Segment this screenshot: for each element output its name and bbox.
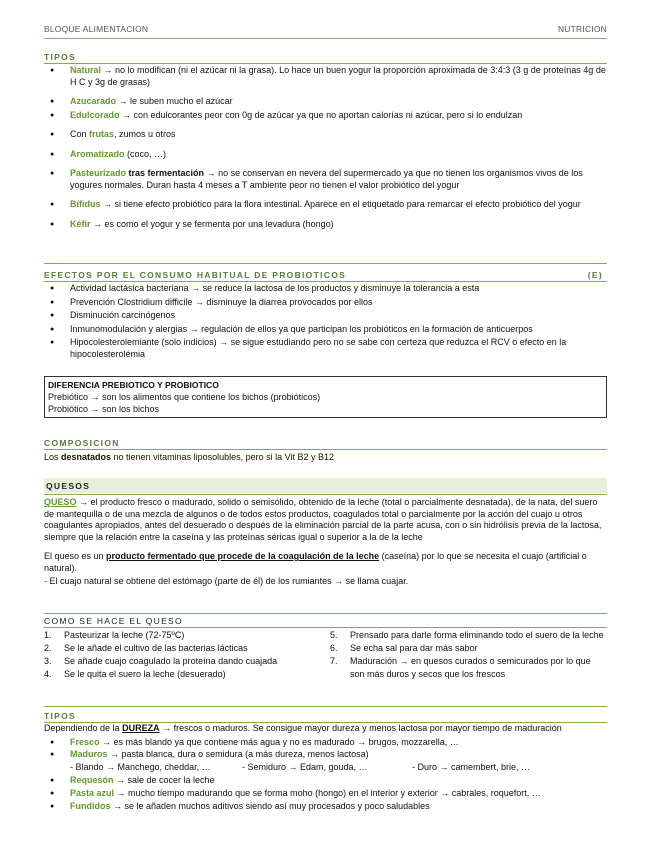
queso-cuajo-note: - El cuajo natural se obtiene del estómago (parte de él) de los rumiantes → se llama cuajar.	[44, 576, 409, 586]
section-divider	[44, 627, 607, 628]
maduros-subtypes	[44, 761, 607, 773]
subtype-duro: - Duro → camembert, brie, …	[412, 761, 531, 772]
list-item: ● Requesón → sale de cocer la leche	[44, 775, 607, 787]
diferencia-box	[44, 376, 607, 418]
steps-right	[330, 629, 605, 681]
list-item: ● Fundidos → se le añaden muchos aditivos siendo así muy procesados y poco saludables	[44, 801, 607, 813]
step-item: 5. Prensado para darle forma eliminando todo el suero de la leche	[330, 630, 604, 640]
box-title: DIFERENCIA PREBIOTICO Y PROBIOTICO	[48, 380, 219, 390]
quesos-header-bar	[44, 478, 607, 493]
section-title: QUESOS	[46, 481, 91, 491]
section-top-divider	[44, 613, 607, 614]
list-item: ● Hipocolesterolemiante (solo indicios) → se sigue estudiando pero no se sabe con certeza que reduzca el RCV o efecto en la hipocolesterolémia	[44, 337, 607, 360]
section-divider	[44, 281, 607, 282]
section-efectos	[44, 262, 607, 360]
list-item: ● Aromatizado (coco, …)	[44, 149, 607, 161]
section-title: TIPOS	[44, 52, 77, 62]
list-item: ● Inmunomodulación y alergias → regulación de ellos ya que participan los probióticos en la formación de anticuerpos	[44, 324, 607, 336]
list-item: ● Natural → no lo modifican (ni el azúcar ni la grasa). Lo hace un buen yogur la proporción aproximada de 3:4:3 (3 g de proteínas 4g de H C y 3g de grasas)	[44, 65, 607, 88]
composicion-text: Los desnatados no tienen vitaminas liposolubles, pero si la Vit B2 y B12	[44, 452, 334, 462]
section-title: EFECTOS POR EL CONSUMO HABITUAL DE PROBIOTICOS (E)	[44, 270, 603, 280]
section-composicion	[44, 438, 607, 464]
list-item: ● Con frutas, zumos u otros	[44, 129, 607, 141]
section-como-se-hace	[44, 612, 607, 701]
list-item: ● Bífidus → si tiene efecto probiótico para la flora intestinal. Aparece en el etiquetado para remarcar el efecto probiótico del yogur	[44, 199, 607, 211]
step-item: 6. Se echa sal para dar más sabor	[330, 643, 478, 653]
section-title: COMO SE HACE EL QUESO	[44, 616, 183, 626]
section-title: TIPOS	[44, 711, 77, 721]
step-item: 3. Se añade cuajo coagulado la proteína dando cuajada	[44, 656, 278, 666]
section-top-divider	[44, 706, 607, 707]
subtype-blando: - Blando → Manchego, cheddar, …	[70, 761, 211, 772]
list-item: ● Disminución carcinógenos	[44, 310, 607, 322]
list-item: ● Fresco → es más blando ya que contiene más agua y no es madurado → brugos, mozzarella, …	[44, 737, 607, 749]
page-header	[44, 24, 607, 34]
list-item: ● Pasteurizado tras fermentación → no se conservan en nevera del supermercado ya que no tienen los organismos vivos de los yogures normales. Duran hasta 4 meses a T ambiente peor no tienen el valor probiótico del yogur	[44, 168, 607, 191]
header-left: BLOQUE ALIMENTACION	[44, 24, 149, 34]
subtype-semiduro: - Semiduro → Edam, gouda, …	[242, 761, 368, 772]
tipos-intro: Dependiendo de la DUREZA → frescos o maduros. Se consigue mayor dureza y menos lactosa por mayor tiempo de maduración	[44, 723, 562, 733]
list-item: ● Edulcorado → con edulcorantes peor con 0g de azúcar ya que no aportan calorías ni azúcar, pero si lo endulzan	[44, 110, 607, 122]
section-divider	[44, 494, 607, 495]
section-top-divider	[44, 263, 607, 264]
section-quesos	[44, 478, 607, 588]
list-item: ● Pasta azul → mucho tiempo madurando que se forma moho (hongo) en el interior y exterior → cabrales, roquefort, …	[44, 788, 607, 800]
step-item: 7. Maduración → en quesos curados o semicurados por lo que son más duros y secos que los frescos	[330, 656, 591, 679]
section-tag: (E)	[587, 270, 603, 280]
list-item: ● Azucarado → le suben mucho el azúcar	[44, 96, 607, 108]
box-line: Prebiótico → son los alimentos que contiene los bichos (probióticos)	[48, 392, 321, 402]
steps-left	[44, 629, 319, 681]
section-tipos-yogur	[44, 52, 607, 230]
step-item: 2. Se le añade el cultivo de las bacterias lácticas	[44, 643, 248, 653]
step-item: 4. Se le quita el suero la leche (desuerado)	[44, 669, 226, 679]
list-item: ● Prevención Clostridium difficile → disminuye la diarrea provocados por ellos	[44, 297, 607, 309]
step-item: 1. Pasteurizar la leche (72-75ºC)	[44, 630, 185, 640]
list-item: ● Maduros → pasta blanca, dura o semidura (a más dureza, menos lactosa)	[44, 749, 607, 761]
queso-definition: QUESO → el producto fresco o madurado, solido o semisólido, obtenido de la leche (total o parcialmente desnatada), de la nata, del suero de mantequilla o de una mezcla de algunos o de todos estos productos, coagulados total o parcialmente por la acción del cuajo u otros coagulantes apropiados, antes del desuerado o después de la eliminación parcial de la parte acusa, con o sin hidrólisis previa de la lactosa, siempre que la relación entre la caseína y las proteínas séricas igual o superior a la de la leche	[44, 497, 602, 542]
list-item: ● Actividad lactásica bacteriana → se reduce la lactosa de los productos y disminuye la tolerancia a esta	[44, 283, 607, 295]
header-right: NUTRICION	[557, 24, 607, 34]
list-item: ● Kéfir → es como el yogur y se fermenta por una levadura (hongo)	[44, 219, 607, 231]
section-tipos-queso	[44, 705, 607, 812]
queso-paragraph: El queso es un producto fermentado que procede de la coagulación de la leche (caseína) por lo que se necesita el cuajo (artificial o natural).	[44, 551, 587, 573]
section-divider	[44, 63, 607, 64]
section-divider	[44, 449, 607, 450]
box-line: Probiótico → son los bichos	[48, 404, 160, 414]
header-divider	[44, 38, 607, 39]
section-title: COMPOSICION	[44, 438, 120, 448]
